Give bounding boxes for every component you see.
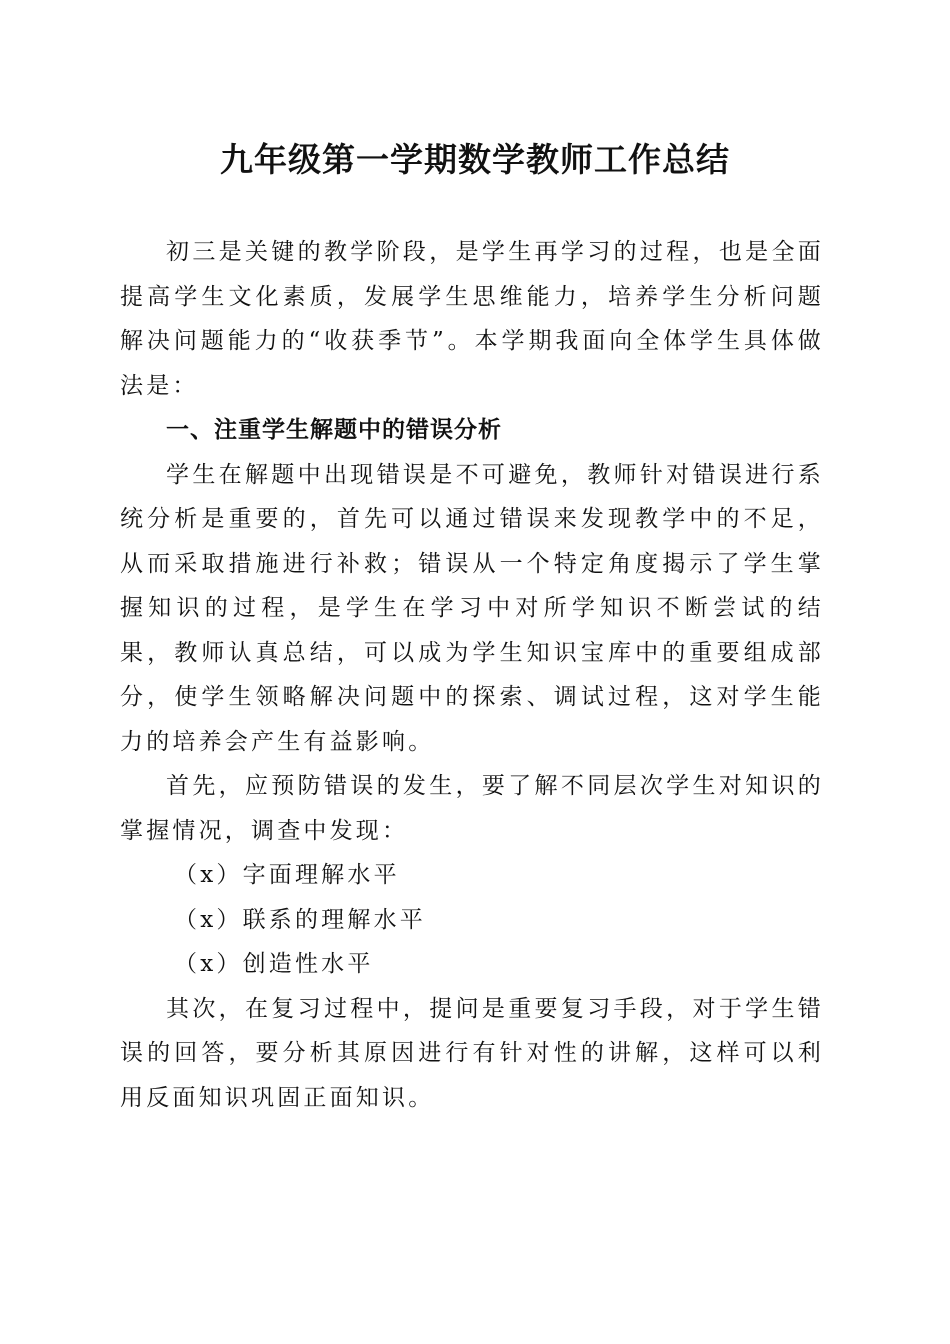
list-item: （x）创造性水平 xyxy=(174,951,374,977)
list-item: （x）字面理解水平 xyxy=(174,862,400,888)
section-paragraph-2: 首先，应预防错误的发生，要了解不同层次学生对知识的掌握情况，调查中发现： xyxy=(120,773,824,844)
list-item: （x）联系的理解水平 xyxy=(174,906,426,933)
section-paragraph-3: 其次，在复习过程中，提问是重要复习手段，对于学生错误的回答，要分析其原因进行有针对性的讲解，这样可以利用反面知识巩固正面知识。 xyxy=(120,995,824,1111)
section-paragraph-1: 学生在解题中出现错误是不可避免，教师针对错误进行系统分析是重要的，首先可以通过错误来发现教学中的不足，从而采取措施进行补救；错误从一个特定角度揭示了学生掌握知识的过程，是学生在学习中对所学知识不断尝试的结果，教师认真总结，可以成为学生知识宝库中的重要组成部分，使学生领略解决问题中的探索、调试过程，这对学生能力的培养会产生有益影响。 xyxy=(120,461,824,755)
intro-paragraph: 初三是关键的教学阶段，是学生再学习的过程，也是全面提高学生文化素质，发展学生思维能力，培养学生分析问题解决问题能力的“收获季节”。本学期我面向全体学生具体做法是： xyxy=(120,239,824,399)
document-title: 九年级第一学期数学教师工作总结 xyxy=(220,140,730,179)
section-heading: 一、注重学生解题中的错误分析 xyxy=(166,417,502,443)
document-body xyxy=(120,230,824,1120)
